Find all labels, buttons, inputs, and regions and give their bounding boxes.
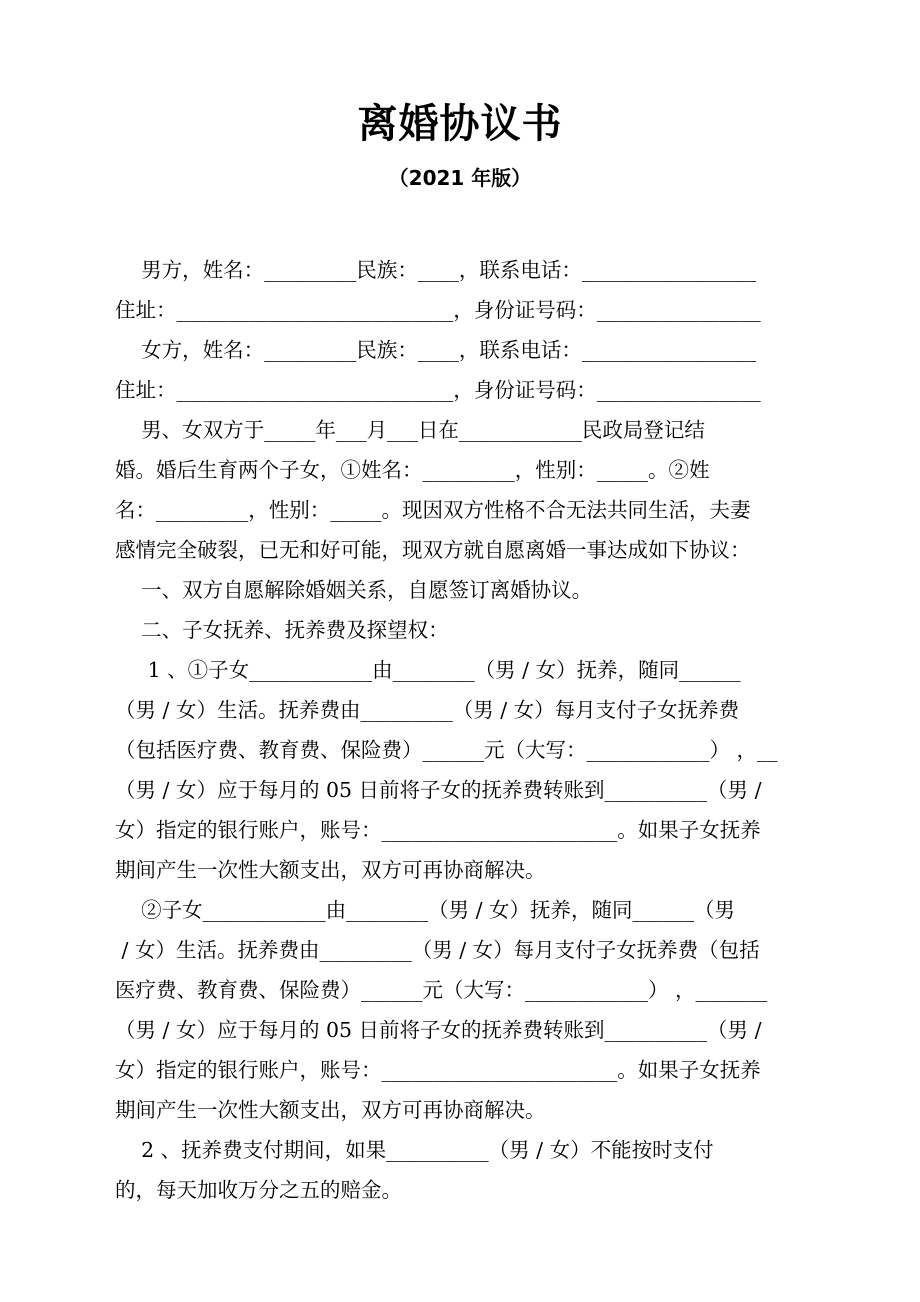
text-line: ②子女____________由________（男 / 女）抚养，随同______（男	[115, 898, 736, 922]
text-line: 男、女双方于_____年___月___日在____________民政局登记结	[115, 418, 705, 442]
text-line: 期间产生一次性大额支出，双方可再协商解决。	[115, 1098, 546, 1122]
text-line: / 女）生活。抚养费由_________（男 / 女）每月支付子女抚养费（包括	[115, 938, 760, 962]
text-line: 女方，姓名：_________民族：____，联系电话：_________________	[115, 338, 757, 362]
text-line: 名：_________，性别：_____。现因双方性格不合无法共同生活，夫妻	[115, 498, 751, 522]
text-line: 一、双方自愿解除婚姻关系，自愿签订离婚协议。	[115, 578, 593, 602]
text-line: 住址：___________________________，身份证号码：________________	[115, 298, 761, 322]
text-line: 医疗费、教育费、保险费）______元（大写：____________） ，_______	[115, 978, 768, 1002]
text-line: 女）指定的银行账户，账号：_______________________。如果子女抚养	[115, 818, 761, 842]
text-line: （男 / 女）应于每月的 05 日前将子女的抚养费转账到__________（男 /	[115, 1018, 762, 1042]
document-title: 离婚协议书	[357, 101, 563, 147]
text-line: 的，每天加收万分之五的赔金。	[115, 1178, 402, 1202]
text-line: 期间产生一次性大额支出，双方可再协商解决。	[115, 858, 546, 882]
text-line: 2 、抚养费支付期间，如果__________（男 / 女）不能按时支付	[115, 1138, 714, 1162]
text-line: （男 / 女）应于每月的 05 日前将子女的抚养费转账到__________（男 /	[115, 778, 762, 802]
text-line: 婚。婚后生育两个子女，①姓名：_________，性别：_____。②姓	[115, 458, 710, 482]
text-line: 二、子女抚养、抚养费及探望权：	[115, 618, 449, 642]
text-line: 住址：___________________________，身份证号码：________________	[115, 378, 761, 402]
text-line: 男方，姓名：_________民族：____，联系电话：_________________	[115, 258, 757, 282]
text-line: （包括医疗费、教育费、保险费）______元（大写：____________） ，__	[115, 738, 778, 762]
text-line: 感情完全破裂，已无和好可能，现双方就自愿离婚一事达成如下协议：	[115, 538, 751, 562]
text-line: 1 、①子女____________由________（男 / 女）抚养，随同______	[115, 658, 741, 682]
document-subtitle: （2021 年版）	[388, 166, 532, 190]
text-line: （男 / 女）生活。抚养费由_________（男 / 女）每月支付子女抚养费	[115, 698, 740, 722]
text-line: 女）指定的银行账户，账号：_______________________。如果子女抚养	[115, 1058, 761, 1082]
